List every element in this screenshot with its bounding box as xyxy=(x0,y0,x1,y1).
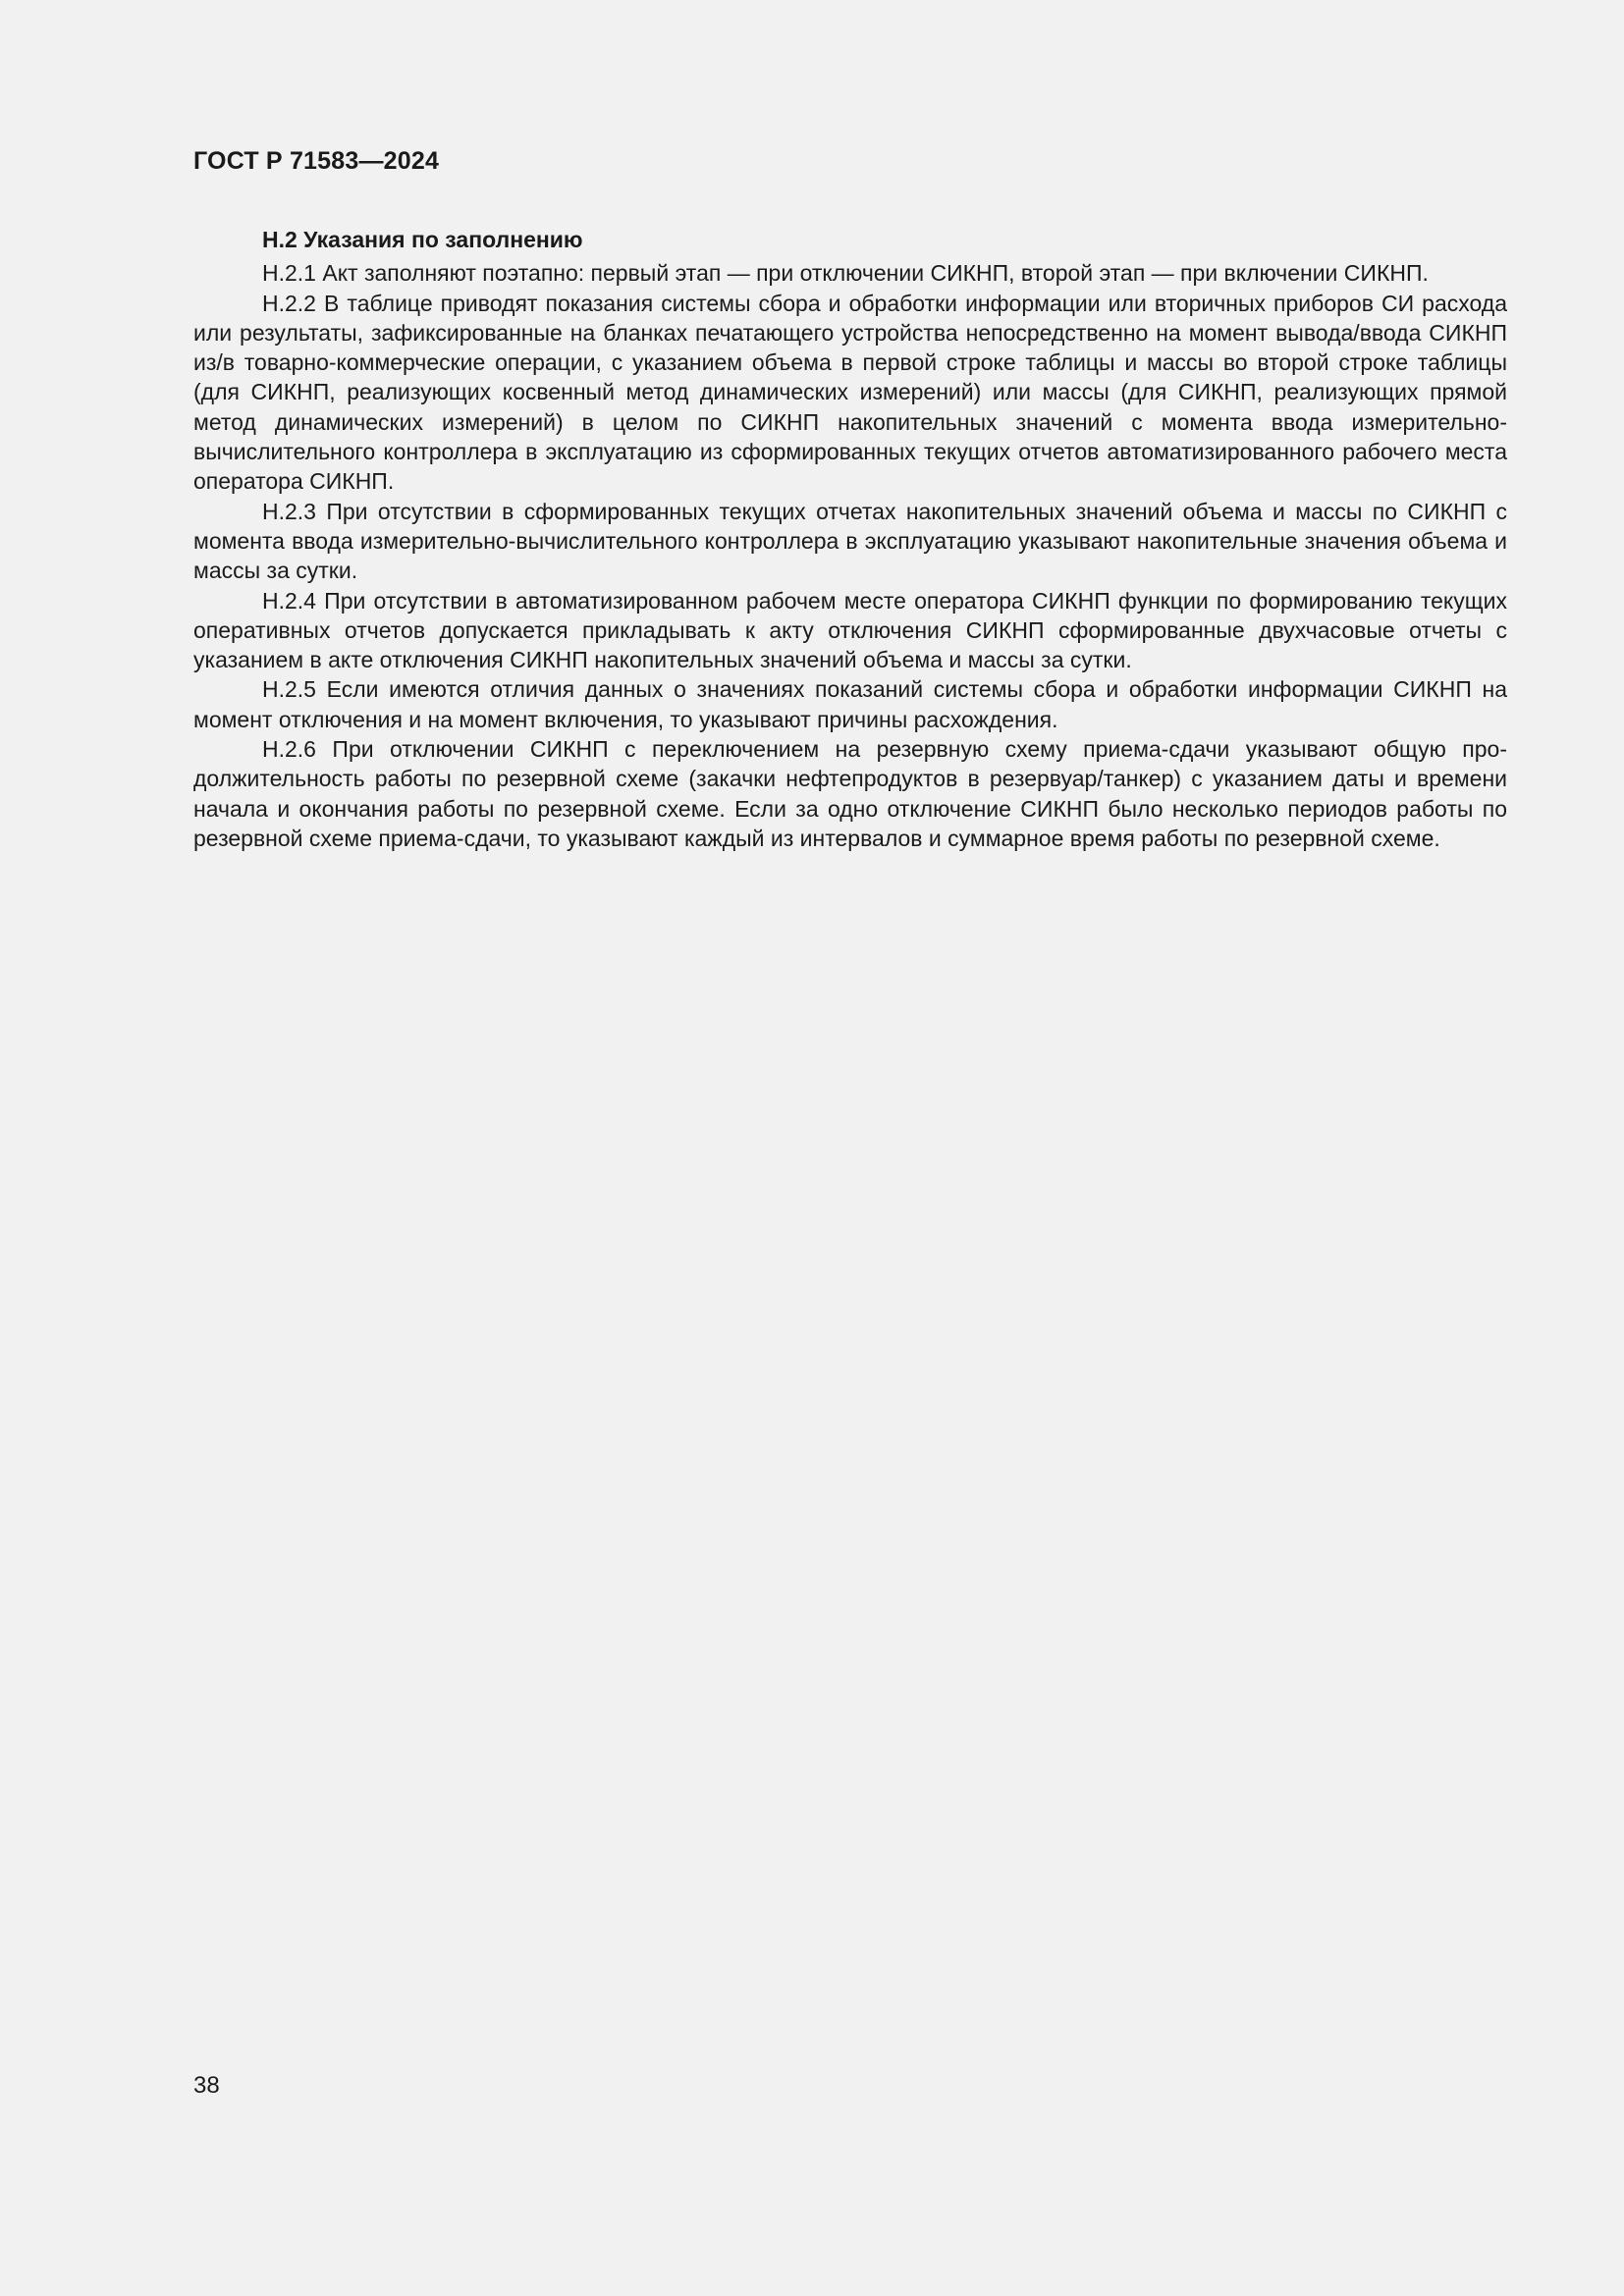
section-heading: Н.2 Указания по заполнению xyxy=(262,227,583,252)
section-body xyxy=(193,225,1507,853)
paragraph-h-2-1: Н.2.1 Акт заполняют поэтапно: первый этап — при отключении СИКНП, второй этап — при включении СИКНП. xyxy=(262,260,1429,287)
paragraph-h-2-2: Н.2.2 В таблице приводят показания системы сбора и обработки информации или вторичных приборов СИ расхода или результаты, зафиксированные на бланках печатающего устройства непосредственно на момент вывода/ввода СИКНП из/в товарно-коммерческие операции, с указанием объема в первой строке таблицы и массы во второй строке таблицы (для СИКНП, реализующих косвенный метод динамических измерений) или массы (для СИКНП, реализующих прямой метод динамических измерений) в целом по СИКНП накопительных значений с момента ввода измерительно-вычислительного контроллера в эксплуатацию из сформированных текущих отчетов автоматизированного рабочего места оператора СИКНП. xyxy=(193,290,1507,495)
page-number: 38 xyxy=(193,2072,220,2099)
paragraph-h-2-5: Н.2.5 Если имеются отличия данных о значениях показаний системы сбора и обработки информации СИКНП на момент отключения и на момент включения, то указывают причины расхождения. xyxy=(193,676,1507,732)
standard-code-header: ГОСТ Р 71583—2024 xyxy=(193,147,440,175)
paragraph-h-2-6: Н.2.6 При отключении СИКНП с переключением на резервную схему приема-сдачи указывают общую продолжительность работы по резервной схеме (закачки нефтепродуктов в резервуар/танкер) с указанием даты и времени начала и окончания работы по резервной схеме. Если за одно отключение СИКНП было несколько периодов работы по резервной схеме приема-сдачи, то указывают каждый из интервалов и суммарное время работы по резервной схеме. xyxy=(193,736,1507,851)
paragraph-h-2-4: Н.2.4 При отсутствии в автоматизированном рабочем месте оператора СИКНП функции по формированию текущих оперативных отчетов допускается прикладывать к акту отключения СИКНП сформированные двухчасовые отчеты с указанием в акте отключения СИКНП накопительных значений объема и массы за сутки. xyxy=(193,587,1507,673)
paragraph-h-2-3: Н.2.3 При отсутствии в сформированных текущих отчетах накопительных значений объема и массы по СИКНП с момента ввода измерительно-вычислительного контроллера в эксплуатацию указывают накопительные значения объема и массы за сутки. xyxy=(193,498,1507,584)
